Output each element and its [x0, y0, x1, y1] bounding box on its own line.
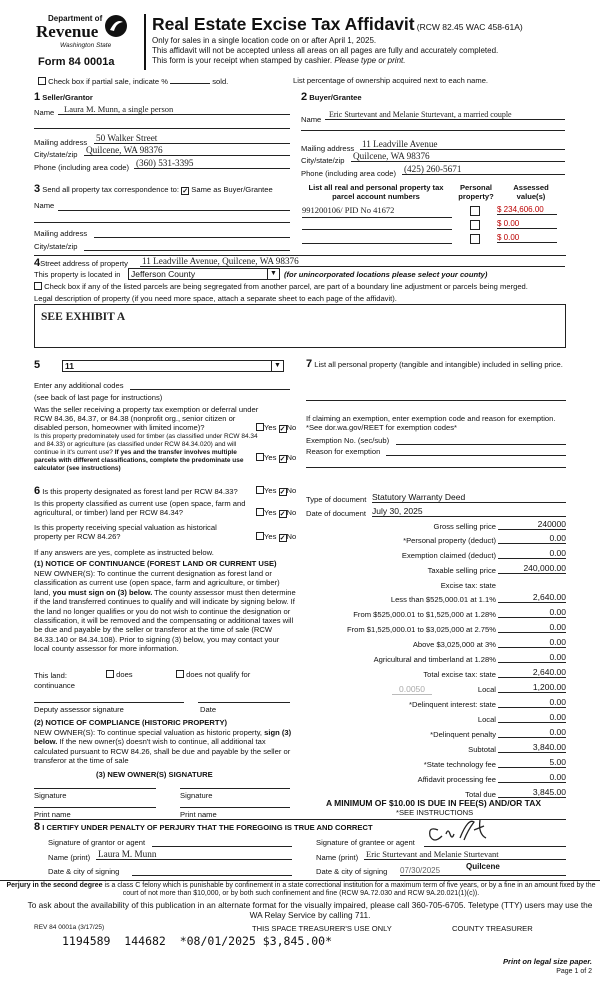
assessed-value-field[interactable]: $ 0.00 — [497, 219, 557, 229]
sec3-city-label: City/state/zip — [34, 242, 78, 251]
perjury-text: is a class C felony which is punishable by confinement in a state correctional institution for a maximum term of five years, or by a fine in an amount fixed by the court of not more than $10,000, or by both such confinement and fine (RCW 9A.72.030 and RCW 9A.20.021(1)(c)). — [104, 882, 596, 898]
personal-property-field[interactable] — [306, 400, 566, 401]
personal-property-checkbox[interactable] — [470, 220, 480, 230]
seller-city-field[interactable]: Quilcene, WA 98376 — [84, 145, 290, 156]
tax-row-label: Affidavit processing fee — [417, 775, 496, 784]
footer-divider — [0, 880, 600, 881]
tax-row-amount[interactable]: 0.00 — [498, 772, 566, 783]
land-does-not-checkbox[interactable] — [176, 670, 184, 678]
dor-swirl-icon — [104, 14, 128, 38]
tax-row — [300, 565, 600, 577]
form-rcw: (RCW 82.45 WAC 458-61A) — [416, 22, 523, 32]
sec8-number: 8 — [34, 821, 41, 833]
doc-type-label: Type of document — [306, 495, 367, 504]
form-title: Real Estate Excise Tax Affidavit — [152, 14, 415, 34]
grantee-name-field[interactable]: Eric Sturtevant and Melanie Sturtevant — [364, 849, 566, 860]
new-owner-signature-heading: (3) NEW OWNER(S) SIGNATURE — [96, 770, 213, 779]
current-use-yes-checkbox[interactable] — [256, 508, 264, 516]
tax-row-label: Less than $525,000.01 at 1.1% — [390, 595, 496, 604]
buyer-name-label: Name — [301, 115, 322, 124]
grantee-date-label: Date & city of signing — [316, 867, 388, 876]
buyer-heading: Buyer/Grantee — [309, 93, 362, 102]
parcel-number-field[interactable]: 991200106/ PID No 41672 — [302, 205, 395, 215]
header-line2: This affidavit will not be accepted unless all areas on all pages are fully and accurately completed. — [152, 46, 499, 55]
additional-codes-label: Enter any additional codes — [34, 381, 124, 390]
partial-sale-label: Check box if partial sale, indicate % — [48, 77, 168, 86]
sec3-name-line2[interactable] — [34, 222, 290, 223]
perjury-bold: Perjury in the second degree — [6, 882, 103, 889]
perjury-notice — [6, 882, 596, 898]
does-label: does — [116, 670, 133, 679]
sec3-mail-label: Mailing address — [34, 229, 88, 238]
seller-city-label: City/state/zip — [34, 150, 78, 159]
doc-type-field[interactable]: Statutory Warranty Deed — [372, 492, 566, 503]
buyer-phone-field[interactable]: (425) 260-5671 — [402, 164, 565, 175]
tax-row-amount[interactable]: 3,845.00 — [498, 787, 566, 798]
legal-size-note: Print on legal size paper. — [502, 957, 592, 966]
grantor-date-label: Date & city of signing — [48, 867, 120, 876]
sec7-label: List all personal property (tangible and intangible) included in selling price. — [314, 360, 563, 369]
parcel-row — [302, 205, 566, 217]
grantee-sig-label: Signature of grantee or agent — [316, 838, 415, 847]
list-percentage-note: List percentage of ownership acquired next to each name. — [293, 76, 489, 85]
this-land-label: This land: — [34, 671, 67, 680]
sec3-city-field[interactable] — [84, 250, 290, 251]
sec5-number: 5 — [34, 359, 41, 371]
notice1-text-a: NEW OWNER(S): To continue the current designation as forest land or classification as current use (open space, farm and agriculture, or timber) land, — [34, 569, 280, 597]
buyer-mail-label: Mailing address — [301, 144, 355, 153]
yes-label: Yes — [264, 508, 277, 517]
certify-statement: I CERTIFY UNDER PENALTY OF PERJURY THAT THE FOREGOING IS TRUE AND CORRECT — [42, 823, 373, 832]
q2-no-checkbox[interactable]: ✓ — [279, 456, 286, 463]
county-treasurer-label: COUNTY TREASURER — [452, 924, 533, 933]
segregated-checkbox[interactable] — [34, 282, 42, 290]
q1-yes-checkbox[interactable] — [256, 423, 264, 431]
tax-row-label: Local — [477, 685, 496, 694]
street-label: Street address of property — [40, 259, 128, 268]
tax-row-amount[interactable]: 0.00 — [498, 697, 566, 708]
assessed-value-field[interactable]: $ 0.00 — [497, 233, 557, 243]
grantor-date-field[interactable] — [132, 875, 292, 876]
partial-sold-label: sold. — [212, 77, 229, 86]
tax-row-label: Total excise tax: state — [423, 670, 496, 679]
tax-row-amount[interactable]: 0.00 — [498, 533, 566, 544]
tax-row-amount[interactable]: 2,640.00 — [498, 592, 566, 603]
historic-yes-checkbox[interactable] — [256, 532, 264, 540]
no-label: No — [286, 453, 297, 462]
sec2-number: 2 — [301, 91, 308, 103]
same-as-buyer-label: Same as Buyer/Grantee — [191, 185, 273, 194]
seller-mail-label: Mailing address — [34, 138, 88, 147]
grantor-name-field[interactable]: Laura M. Munn — [96, 849, 292, 860]
seller-mail-field[interactable]: 50 Walker Street — [94, 133, 290, 144]
tax-row — [300, 639, 600, 651]
tax-row-label: Above $3,025,000 at 3% — [412, 640, 496, 649]
parcel-number-field[interactable] — [302, 233, 452, 244]
tax-row — [300, 535, 600, 547]
same-as-buyer-checkbox[interactable]: ✓ — [182, 188, 189, 195]
tax-row-amount[interactable]: 240,000.00 — [498, 563, 566, 574]
continuance-label: continuance — [34, 681, 75, 690]
exemption-claim-label: If claiming an exemption, enter exemption code and reason for exemption. *See dor.wa.gov/REET for exemption codes* — [306, 414, 556, 433]
owner-signature-field-1[interactable] — [34, 788, 156, 789]
see-back-note: (see back of last page for instructions) — [34, 393, 163, 402]
yes-label: Yes — [264, 532, 277, 541]
tax-row-amount[interactable]: 0.00 — [498, 548, 566, 559]
treasurer-use-label: THIS SPACE TREASURER'S USE ONLY — [252, 924, 392, 933]
signature-label-1: Signature — [34, 791, 67, 800]
deputy-signature-field[interactable] — [34, 702, 184, 703]
assessed-value-field[interactable]: $ 234,606.00 — [497, 205, 557, 215]
yes-label: Yes — [264, 486, 277, 495]
q1-no-checkbox[interactable]: ✓ — [279, 426, 286, 433]
grantee-city-value: Quilcene — [466, 862, 500, 871]
notice1-text-b: The county assessor must then determine if the land transferred continues to qualify and will indicate by signing below. If the land no longer qualifies or you do not wish to continue the designation or classification, it will be removed and the compensating or additional taxes will be due and payable by the seller or transferor at the time of sale (RCW 84.33.140 or 84.34.108). Prior to signing (3) below, you may contact your local county assessor for more information. — [34, 587, 296, 654]
notice-continuance-text — [34, 569, 296, 654]
personal-col-header: Personal property? — [458, 183, 494, 201]
tax-row-label: Subtotal — [468, 745, 496, 754]
tax-row-amount[interactable]: 0.00 — [498, 727, 566, 738]
no-label: No — [286, 532, 297, 541]
tax-row-amount[interactable]: 0.00 — [498, 712, 566, 723]
tax-row — [300, 550, 600, 562]
tax-row-label: From $1,525,000.01 to $3,025,000 at 2.75% — [346, 625, 496, 634]
tax-row-label: *State technology fee — [423, 760, 496, 769]
notice1-bold: you must sign on (3) below. — [52, 587, 153, 597]
grantee-date-field[interactable] — [400, 862, 566, 876]
tax-row — [300, 594, 600, 606]
chevron-down-icon[interactable]: ▼ — [267, 269, 279, 279]
sec4-number: 4 — [34, 257, 41, 269]
doc-date-field[interactable]: July 30, 2025 — [372, 506, 566, 517]
sec1-number: 1 — [34, 91, 41, 103]
header-type-print: Please type or print. — [334, 56, 406, 65]
notice2-text-b: If the new owner(s) doesn't wish to continue, all additional tax calculated pursuant to RCW 84.26, shall be due and payable by the seller or transferor at the time of sale — [34, 737, 291, 766]
q2-yes-checkbox[interactable] — [256, 453, 264, 461]
current-use-no-checkbox[interactable]: ✓ — [279, 511, 286, 518]
sec3-mail-field[interactable] — [94, 237, 290, 238]
grantor-signature-field[interactable] — [152, 846, 292, 847]
legal-description-box[interactable] — [34, 304, 566, 348]
parcel-col-header: List all real and personal property tax parcel account numbers — [308, 183, 444, 201]
notice-continuance-title: (1) NOTICE OF CONTINUANCE (FOREST LAND OR CURRENT USE) — [34, 559, 277, 568]
tax-row — [300, 744, 600, 756]
tax-row — [300, 521, 600, 533]
buyer-city-field[interactable]: Quilcene, WA 98376 — [351, 151, 565, 162]
historic-question: Is this property receiving special valuation as historical property per RCW 84.26? — [34, 523, 217, 541]
tax-row — [300, 624, 600, 636]
tax-row-label: Exemption claimed (deduct) — [401, 551, 496, 560]
partial-pct-input[interactable] — [170, 76, 210, 84]
exemption-question: Was the seller receiving a property tax exemption or deferral under RCW 84.36, 84.37, or 84.38 (nonprofit org., senior citizen or disabled person, homeowner with limited income)? — [34, 405, 259, 432]
seller-phone-field[interactable]: (360) 531-3395 — [134, 158, 290, 169]
tax-row-amount[interactable]: 0.00 — [498, 652, 566, 663]
legal-desc-label: Legal description of property (if you need more space, attach a separate sheet to each page of the affidavit). — [34, 294, 397, 303]
tax-row — [300, 729, 600, 741]
timber-question — [34, 433, 258, 473]
personal-property-checkbox[interactable] — [470, 234, 480, 244]
no-label: No — [286, 486, 297, 495]
personal-property-list — [306, 359, 568, 370]
tax-row — [300, 684, 600, 696]
buyer-city-label: City/state/zip — [301, 156, 345, 165]
sec3-name-label: Name — [34, 201, 55, 210]
tax-row-label: Local — [477, 715, 496, 724]
owner-signature-field-2[interactable] — [180, 788, 290, 789]
located-in-label: This property is located in — [34, 270, 121, 279]
notice-compliance-text — [34, 728, 296, 766]
grantee-signature — [424, 816, 504, 846]
parcel-row — [302, 233, 566, 245]
partial-sale-checkbox[interactable] — [38, 77, 46, 85]
tax-row-label: *Delinquent penalty — [430, 730, 496, 739]
alt-format-notice: To ask about the availability of this publication in an alternate format for the visually impaired, please call 360-705-6705. Teletype (TTY) users may use the WA Relay Service by calling 711. — [27, 900, 593, 920]
county-note: (for unincorporated locations please select your county) — [284, 270, 488, 279]
reason-field-2[interactable] — [306, 467, 566, 468]
does-not-label: does not qualify for — [186, 670, 251, 679]
assessed-col-header: Assessed value(s) — [513, 183, 549, 201]
tax-row-amount[interactable]: 3,840.00 — [498, 742, 566, 753]
no-label: No — [286, 423, 297, 432]
tax-row-amount[interactable]: 0.00 — [498, 637, 566, 648]
additional-codes-field[interactable] — [130, 389, 290, 390]
grantor-sig-label: Signature of grantor or agent — [48, 838, 146, 847]
legal-description-text: SEE EXHIBIT A — [41, 311, 126, 323]
personal-property-checkbox[interactable] — [470, 206, 480, 216]
historic-no-checkbox[interactable]: ✓ — [279, 535, 286, 542]
buyer-name-line2[interactable] — [301, 130, 565, 131]
chevron-down-icon[interactable]: ▼ — [271, 361, 283, 371]
tax-row-amount[interactable]: 2,640.00 — [498, 667, 566, 678]
sec3-label: Send all property tax correspondence to: — [42, 185, 180, 194]
print-name-label-1: Print name — [34, 810, 71, 819]
reason-field[interactable] — [386, 455, 566, 456]
tax-row-label: Gross selling price — [433, 522, 496, 531]
buyer-phone-label: Phone (including area code) — [301, 169, 396, 178]
notice-compliance-title: (2) NOTICE OF COMPLIANCE (HISTORIC PROPERTY) — [34, 718, 228, 727]
revision-label: REV 84 0001a (3/17/25) — [34, 924, 105, 931]
tax-row-label: Agricultural and timberland at 1.28% — [373, 655, 496, 664]
tax-row-amount[interactable]: 5.00 — [498, 757, 566, 768]
tax-row — [300, 580, 600, 592]
owner-print-field-1[interactable] — [34, 807, 156, 808]
deputy-signature-label: Deputy assessor signature — [34, 705, 124, 714]
timber-question-bold: If yes and the transfer involves multiple parcels with different classifications, complete the predominate use calculator (see instructions) — [34, 449, 244, 472]
tax-row-label: *Delinquent interest: state — [409, 700, 496, 709]
notice2-text-a: NEW OWNER(S): To continue special valuation as historic property, — [34, 728, 263, 737]
segregated-label: Check box if any of the listed parcels are being segregated from another parcel, are part of a boundary line adjustment or parcels being merged. — [44, 282, 528, 291]
parcel-line — [302, 217, 452, 218]
county-select[interactable] — [128, 268, 280, 280]
header-divider — [144, 14, 146, 70]
sec7-number: 7 — [306, 358, 313, 370]
buyer-name-field[interactable]: Eric Sturtevant and Melanie Sturtevant, a married couple — [325, 110, 565, 120]
grantee-signature-field[interactable] — [424, 846, 566, 847]
owner-print-field-2[interactable] — [180, 807, 290, 808]
header-line3: This form is your receipt when stamped by cashier. — [152, 56, 333, 65]
reason-label: Reason for exemption — [306, 447, 381, 456]
tax-row — [300, 654, 600, 666]
seller-heading: Seller/Grantor — [42, 93, 93, 102]
tax-row-label: Taxable selling price — [427, 566, 496, 575]
minimum-due-note: A MINIMUM OF $10.00 IS DUE IN FEE(S) AND/OR TAX — [326, 798, 542, 808]
timber-question-text: Is this property predominately used for timber (as classified under RCW 84.34 and 84.33) or agriculture (as classified under RCW 84.34.020) and will continue in it's current use? — [34, 433, 258, 456]
print-name-label-2: Print name — [180, 810, 217, 819]
page-number: Page 1 of 2 — [556, 968, 592, 975]
street-address-field[interactable]: 11 Leadville Avenue, Quilcene, WA 98376 — [140, 256, 565, 267]
tax-row-amount[interactable]: 240000 — [498, 519, 566, 530]
tax-row-amount[interactable]: 0.00 — [498, 607, 566, 618]
land-use-code-select[interactable] — [62, 360, 284, 372]
tax-row-label: Excise tax: state — [440, 581, 496, 590]
tax-row — [300, 774, 600, 786]
tax-row — [300, 609, 600, 621]
seller-name-label: Name — [34, 108, 55, 117]
parcel-row — [302, 219, 566, 231]
grantee-name-label: Name (print) — [316, 853, 359, 862]
current-use-question: Is this property classified as current use (open space, farm and agricultural, or timber) land per RCW 84.34? — [34, 499, 246, 517]
grantee-date-value: 07/30/2025 — [400, 866, 441, 875]
logo-washington-state: Washington State — [60, 42, 112, 49]
exemption-no-field[interactable] — [396, 444, 566, 445]
tax-row-label: Total due — [465, 790, 496, 799]
deputy-date-label: Date — [200, 705, 217, 714]
tax-row — [300, 699, 600, 711]
land-use-code-value: 11 — [65, 361, 74, 371]
no-label: No — [286, 508, 297, 517]
tax-row — [300, 669, 600, 681]
see-instructions-note: *SEE INSTRUCTIONS — [396, 808, 474, 817]
signature-label-2: Signature — [180, 791, 213, 800]
if-yes-note: If any answers are yes, complete as instructed below. — [34, 548, 214, 557]
sec6-number: 6 — [34, 485, 41, 497]
forest-no-checkbox[interactable]: ✓ — [279, 489, 286, 496]
form-number: Form 84 0001a — [38, 56, 115, 68]
exemption-no-label: Exemption No. (sec/sub) — [306, 436, 390, 445]
logo-revenue: Revenue — [36, 22, 99, 41]
tax-row-amount[interactable]: 0.00 — [498, 622, 566, 633]
tax-row — [300, 759, 600, 771]
forest-question: Is this property designated as forest land per RCW 84.33? — [42, 487, 238, 496]
yes-label: Yes — [264, 423, 277, 432]
tax-row — [300, 714, 600, 726]
grantor-name-label: Name (print) — [48, 853, 91, 862]
buyer-mail-field[interactable]: 11 Leadville Avenue — [360, 139, 565, 150]
sec3-number: 3 — [34, 183, 41, 195]
tax-row-amount[interactable]: 1,200.00 — [498, 682, 566, 693]
header-line1: Only for sales in a single location code on or after April 1, 2025. — [152, 36, 377, 45]
notice2-bold: sign (3) below. — [34, 728, 292, 747]
tax-row-label: *Personal property (deduct) — [403, 536, 496, 545]
doc-date-label: Date of document — [306, 509, 366, 518]
seller-name-line2[interactable] — [34, 128, 290, 129]
parcel-number-field[interactable] — [302, 219, 452, 230]
logo-dept-of: Department of — [48, 14, 103, 23]
treasurer-stamp: 1194589 144682 *08/01/2025 $3,845.00* — [62, 934, 333, 948]
county-value: Jefferson County — [131, 269, 196, 279]
deputy-date-field[interactable] — [198, 702, 290, 703]
local-rate-field[interactable]: 0.0050 — [392, 684, 432, 695]
yes-label: Yes — [264, 453, 277, 462]
tax-row-label: From $525,000.01 to $1,525,000 at 1.28% — [353, 610, 496, 619]
seller-name-field[interactable]: Laura M. Munn, a single person — [58, 104, 290, 115]
land-does-checkbox[interactable] — [106, 670, 114, 678]
forest-yes-checkbox[interactable] — [256, 486, 264, 494]
dor-logo — [36, 14, 136, 58]
sec3-name-field[interactable] — [58, 210, 290, 211]
seller-phone-label: Phone (including area code) — [34, 163, 129, 172]
